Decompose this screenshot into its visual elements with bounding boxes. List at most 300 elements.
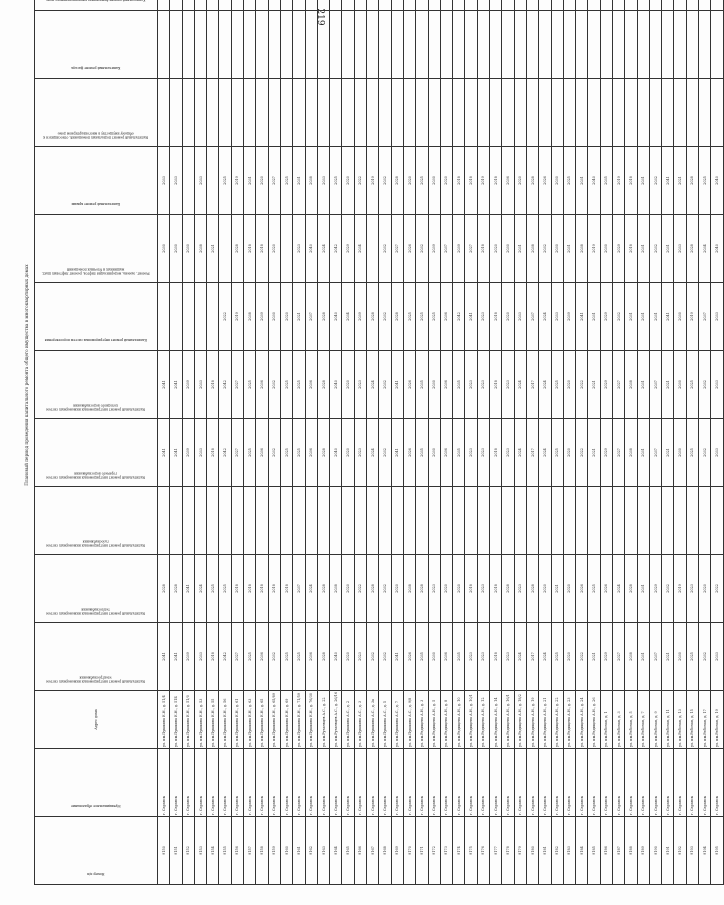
row-year-cell: 2034	[342, 282, 354, 350]
row-year-cell: 2020	[440, 554, 452, 622]
header-work-8: Капитальный ремонт подвальных помещений, относящихся к общему имуществу в многоквартирном доме	[35, 78, 158, 146]
row-year-cell: 2026	[403, 350, 415, 418]
row-municipality: г. Саранск	[231, 749, 243, 817]
row-year-cell	[170, 282, 182, 350]
row-municipality: г. Саранск	[268, 749, 280, 817]
row-year-cell	[465, 78, 477, 146]
row-year-cell: 2030	[600, 214, 612, 282]
row-year-cell	[293, 486, 305, 554]
row-year-cell	[699, 10, 711, 78]
row-municipality: г. Саранск	[256, 749, 268, 817]
row-year-cell: 2031	[637, 418, 649, 486]
rotated-page	[20, 25, 719, 885]
row-municipality: г. Саранск	[453, 749, 465, 817]
row-year-cell: 2028	[317, 554, 329, 622]
row-municipality: г. Саранск	[207, 749, 219, 817]
row-year-cell	[612, 486, 624, 554]
row-year-cell: 2037	[699, 282, 711, 350]
row-municipality: г. Саранск	[514, 749, 526, 817]
row-year-cell: 2025	[293, 418, 305, 486]
header-no: Номер п/п	[35, 817, 158, 885]
row-year-cell	[207, 10, 219, 78]
row-number: 9162	[305, 817, 317, 885]
row-year-cell: 2042	[219, 350, 231, 418]
row-number: 9151	[170, 817, 182, 885]
row-year-cell: 2030	[674, 622, 686, 690]
row-year-cell: 2031	[637, 282, 649, 350]
row-year-cell	[711, 0, 723, 10]
row-year-cell: 2028	[367, 554, 379, 622]
row-year-cell: 2035	[453, 350, 465, 418]
row-number: 9169	[391, 817, 403, 885]
row-year-cell: 2020	[699, 554, 711, 622]
row-municipality: г. Саранск	[280, 749, 292, 817]
row-year-cell: 2024	[539, 622, 551, 690]
row-year-cell: 2032	[699, 622, 711, 690]
row-year-cell	[182, 0, 194, 10]
row-year-cell: 2025	[280, 418, 292, 486]
row-year-cell: 2030	[674, 418, 686, 486]
table-row	[686, 0, 698, 885]
row-year-cell: 2019	[612, 146, 624, 214]
row-year-cell	[674, 10, 686, 78]
row-year-cell: 2030	[170, 214, 182, 282]
row-year-cell: 2030	[428, 146, 440, 214]
row-year-cell	[367, 78, 379, 146]
row-address: ул. им.Пушкина А.С., д. 7	[391, 690, 403, 748]
row-year-cell: 2041	[158, 350, 170, 418]
row-year-cell	[403, 0, 415, 10]
row-year-cell	[317, 10, 329, 78]
row-year-cell	[379, 0, 391, 10]
row-year-cell: 2018	[465, 146, 477, 214]
row-year-cell	[576, 10, 588, 78]
row-year-cell: 2028	[502, 554, 514, 622]
row-year-cell: 2040	[711, 146, 723, 214]
row-year-cell: 2020	[342, 418, 354, 486]
row-year-cell: 2020	[514, 146, 526, 214]
row-year-cell: 2025	[207, 554, 219, 622]
row-year-cell	[330, 486, 342, 554]
row-year-cell	[416, 0, 428, 10]
header-work-7: Капитальный ремонт крыши	[35, 146, 158, 214]
row-municipality: г. Саранск	[158, 749, 170, 817]
row-year-cell: 2031	[625, 282, 637, 350]
row-year-cell	[588, 10, 600, 78]
row-year-cell: 2032	[649, 146, 661, 214]
table-row	[280, 0, 292, 885]
row-number: 9171	[416, 817, 428, 885]
row-year-cell: 2038	[244, 282, 256, 350]
row-year-cell: 2027	[465, 214, 477, 282]
row-year-cell: 2037	[293, 554, 305, 622]
row-year-cell	[649, 78, 661, 146]
row-year-cell	[268, 0, 280, 10]
row-year-cell: 2031	[637, 214, 649, 282]
row-year-cell: 2022	[576, 350, 588, 418]
row-year-cell	[440, 486, 452, 554]
table-row	[465, 0, 477, 885]
row-address: ул. им.Пушкина Е.Н., д. 65/89	[268, 690, 280, 748]
row-year-cell	[379, 78, 391, 146]
row-year-cell: 2022	[576, 622, 588, 690]
row-number: 9166	[354, 817, 366, 885]
row-year-cell	[342, 10, 354, 78]
row-address: ул. им.Радищева А.Н., д. 21	[539, 690, 551, 748]
row-number: 9181	[539, 817, 551, 885]
row-year-cell: 2031	[563, 214, 575, 282]
row-year-cell: 2032	[416, 214, 428, 282]
row-year-cell: 2018	[490, 622, 502, 690]
row-year-cell	[342, 78, 354, 146]
row-municipality: г. Саранск	[600, 749, 612, 817]
row-year-cell: 2037	[526, 282, 538, 350]
row-year-cell	[576, 486, 588, 554]
row-year-cell: 2033	[194, 622, 206, 690]
row-year-cell: 2033	[194, 146, 206, 214]
row-year-cell	[342, 0, 354, 10]
row-year-cell	[244, 78, 256, 146]
row-number: 9154	[207, 817, 219, 885]
row-year-cell	[207, 0, 219, 10]
row-number: 9179	[514, 817, 526, 885]
row-year-cell: 2028	[317, 350, 329, 418]
row-year-cell	[416, 486, 428, 554]
row-year-cell	[465, 10, 477, 78]
row-number: 9167	[367, 817, 379, 885]
table-row	[330, 0, 342, 885]
row-year-cell	[465, 486, 477, 554]
row-year-cell: 2036	[440, 418, 452, 486]
row-year-cell: 2030	[674, 350, 686, 418]
row-year-cell: 2033	[158, 146, 170, 214]
row-municipality: г. Саранск	[637, 749, 649, 817]
row-year-cell	[465, 0, 477, 10]
table-row	[268, 0, 280, 885]
row-year-cell: 2025	[428, 282, 440, 350]
row-address: ул. им.Радищева А.Н., д. 19	[526, 690, 538, 748]
row-municipality: г. Саранск	[563, 749, 575, 817]
row-municipality: г. Саранск	[317, 749, 329, 817]
row-year-cell: 2032	[379, 282, 391, 350]
row-year-cell: 2025	[686, 622, 698, 690]
row-year-cell	[477, 78, 489, 146]
table-row	[539, 0, 551, 885]
row-year-cell	[416, 78, 428, 146]
row-year-cell	[403, 486, 415, 554]
row-year-cell: 2025	[416, 146, 428, 214]
row-year-cell: 2030	[674, 282, 686, 350]
row-year-cell: 2023	[428, 554, 440, 622]
row-year-cell: 2025	[403, 282, 415, 350]
row-year-cell: 2030	[268, 282, 280, 350]
row-year-cell	[649, 0, 661, 10]
row-year-cell	[379, 486, 391, 554]
table-row	[219, 0, 231, 885]
row-year-cell	[477, 0, 489, 10]
row-year-cell: 2019	[588, 214, 600, 282]
row-year-cell: 2027	[231, 418, 243, 486]
row-year-cell: 2036	[305, 350, 317, 418]
row-year-cell: 2026	[403, 418, 415, 486]
row-year-cell	[612, 78, 624, 146]
table-row	[649, 0, 661, 885]
table-row	[453, 0, 465, 885]
row-year-cell: 2035	[416, 622, 428, 690]
table-row	[158, 0, 170, 885]
row-year-cell	[182, 78, 194, 146]
row-year-cell: 2017	[526, 622, 538, 690]
row-year-cell	[170, 0, 182, 10]
row-year-cell: 2039	[563, 282, 575, 350]
row-address: ул. им.Рабочая, д. 15	[686, 690, 698, 748]
row-year-cell: 2038	[330, 554, 342, 622]
row-year-cell: 2021	[207, 214, 219, 282]
row-year-cell	[576, 78, 588, 146]
row-year-cell: 2041	[170, 418, 182, 486]
row-year-cell: 2021	[293, 282, 305, 350]
row-year-cell: 2025	[219, 146, 231, 214]
row-year-cell: 2027	[231, 350, 243, 418]
row-year-cell: 2024	[612, 554, 624, 622]
row-year-cell: 2032	[699, 350, 711, 418]
header-work-3: Капитальный ремонт внутридомовых инженерных систем горячего водоснабжения	[35, 418, 158, 486]
row-year-cell: 2023	[502, 622, 514, 690]
row-year-cell	[551, 0, 563, 10]
row-number: 9194	[699, 817, 711, 885]
row-year-cell	[539, 10, 551, 78]
row-address: ул. им.Рабочая, д. 13	[674, 690, 686, 748]
row-year-cell: 2029	[600, 622, 612, 690]
row-year-cell: 2018	[244, 214, 256, 282]
row-address: ул. им.Радищева А.Н., д. 24	[576, 690, 588, 748]
row-year-cell: 2038	[194, 214, 206, 282]
row-year-cell: 2020	[563, 350, 575, 418]
page-number: 219	[315, 8, 325, 26]
table-row	[551, 0, 563, 885]
row-year-cell	[194, 10, 206, 78]
row-year-cell: 2041	[158, 622, 170, 690]
row-year-cell	[391, 0, 403, 10]
table-row	[305, 0, 317, 885]
row-year-cell: 2034	[354, 214, 366, 282]
row-municipality: г. Саранск	[330, 749, 342, 817]
header-work-5: Капитальный ремонт внутридомовых систем водоотведения	[35, 282, 158, 350]
row-year-cell: 2032	[379, 554, 391, 622]
row-year-cell	[600, 10, 612, 78]
row-number: 9180	[526, 817, 538, 885]
row-year-cell: 2037	[649, 418, 661, 486]
table-row	[612, 0, 624, 885]
row-year-cell: 2035	[453, 418, 465, 486]
row-year-cell	[170, 486, 182, 554]
row-number: 9163	[317, 817, 329, 885]
row-year-cell: 2036	[305, 418, 317, 486]
row-year-cell	[231, 0, 243, 10]
row-year-cell: 2030	[502, 214, 514, 282]
row-year-cell: 2038	[625, 418, 637, 486]
row-municipality: г. Саранск	[293, 749, 305, 817]
row-year-cell: 2038	[526, 214, 538, 282]
row-year-cell: 2033	[514, 282, 526, 350]
row-year-cell	[354, 0, 366, 10]
row-year-cell: 2027	[231, 622, 243, 690]
row-address: ул. им.Рабочая, д. 5	[625, 690, 637, 748]
row-address: ул. им.Рабочая, д. 3	[612, 690, 624, 748]
row-year-cell	[686, 10, 698, 78]
row-year-cell: 2038	[625, 622, 637, 690]
row-year-cell	[637, 10, 649, 78]
row-year-cell	[305, 0, 317, 10]
table-row	[207, 0, 219, 885]
row-address: ул. им.Пушкина Е.Н., д. 51/4	[158, 690, 170, 748]
row-year-cell	[231, 486, 243, 554]
row-year-cell: 2028	[170, 554, 182, 622]
row-number: 9173	[440, 817, 452, 885]
table-row	[231, 0, 243, 885]
row-number: 9188	[625, 817, 637, 885]
row-number: 9182	[551, 817, 563, 885]
row-year-cell: 2018	[256, 554, 268, 622]
row-year-cell: 2033	[194, 418, 206, 486]
row-year-cell	[551, 78, 563, 146]
row-year-cell: 2035	[453, 622, 465, 690]
table-row	[367, 0, 379, 885]
row-year-cell	[231, 10, 243, 78]
row-year-cell: 2017	[526, 418, 538, 486]
row-year-cell	[354, 10, 366, 78]
row-year-cell: 2023	[354, 418, 366, 486]
row-year-cell: 2036	[256, 418, 268, 486]
row-number: 9191	[662, 817, 674, 885]
row-year-cell	[428, 78, 440, 146]
row-year-cell: 2028	[317, 282, 329, 350]
row-year-cell: 2033	[711, 282, 723, 350]
row-address: ул. им.Рабочая, д. 1	[600, 690, 612, 748]
row-year-cell: 2020	[342, 350, 354, 418]
repair-schedule-table	[34, 0, 724, 885]
row-year-cell: 2039	[354, 282, 366, 350]
row-year-cell: 2041	[182, 554, 194, 622]
row-year-cell	[662, 486, 674, 554]
row-year-cell: 2031	[637, 622, 649, 690]
row-municipality: г. Саранск	[219, 749, 231, 817]
row-address: ул. им.Радищева А.Н., д. 5	[428, 690, 440, 748]
row-municipality: г. Саранск	[539, 749, 551, 817]
row-year-cell	[674, 0, 686, 10]
row-year-cell	[502, 0, 514, 10]
row-address: ул. им.Рабочая, д. 11	[662, 690, 674, 748]
row-year-cell: 2023	[477, 554, 489, 622]
row-year-cell	[588, 0, 600, 10]
row-year-cell	[219, 78, 231, 146]
row-address: ул. им.Рузаевцев А.С., д. 22	[317, 690, 329, 748]
row-year-cell: 2040	[588, 146, 600, 214]
row-year-cell: 2025	[686, 418, 698, 486]
row-year-cell: 2020	[563, 622, 575, 690]
row-year-cell: 2033	[711, 418, 723, 486]
row-year-cell: 2023	[502, 418, 514, 486]
row-year-cell: 2020	[563, 554, 575, 622]
table-row	[588, 0, 600, 885]
row-year-cell: 2018	[256, 214, 268, 282]
row-year-cell: 2039	[256, 282, 268, 350]
table-row	[170, 0, 182, 885]
row-year-cell	[379, 10, 391, 78]
row-year-cell	[674, 486, 686, 554]
row-year-cell	[268, 486, 280, 554]
row-year-cell	[367, 0, 379, 10]
row-year-cell: 2025	[551, 418, 563, 486]
row-year-cell: 2027	[268, 146, 280, 214]
row-year-cell: 2027	[612, 418, 624, 486]
row-number: 9192	[674, 817, 686, 885]
row-year-cell	[563, 78, 575, 146]
row-year-cell	[354, 78, 366, 146]
row-year-cell	[317, 0, 329, 10]
row-year-cell: 2031	[293, 146, 305, 214]
table-row	[699, 0, 711, 885]
row-year-cell	[416, 10, 428, 78]
row-year-cell	[711, 10, 723, 78]
row-year-cell: 2023	[354, 622, 366, 690]
row-year-cell: 2027	[612, 622, 624, 690]
row-year-cell: 2024	[514, 350, 526, 418]
row-year-cell: 2023	[477, 622, 489, 690]
row-year-cell: 2042	[330, 214, 342, 282]
table-row	[244, 0, 256, 885]
row-municipality: г. Саранск	[244, 749, 256, 817]
row-year-cell	[576, 0, 588, 10]
header-work-1: Капитальный ремонт внутридомовых инженерных систем теплоснабжения	[35, 554, 158, 622]
row-year-cell: 2040	[305, 214, 317, 282]
row-year-cell	[699, 78, 711, 146]
row-year-cell: 2041	[662, 282, 674, 350]
row-year-cell: 2033	[711, 622, 723, 690]
row-year-cell: 2025	[551, 622, 563, 690]
row-year-cell: 2020	[490, 214, 502, 282]
row-year-cell: 2032	[612, 282, 624, 350]
row-number: 9189	[637, 817, 649, 885]
row-municipality: г. Саранск	[686, 749, 698, 817]
row-year-cell	[649, 486, 661, 554]
row-year-cell: 2018	[625, 214, 637, 282]
row-year-cell: 2023	[514, 554, 526, 622]
row-year-cell: 2023	[465, 622, 477, 690]
row-address: ул. им.Пушкина Е.Н., д. 71/59	[293, 690, 305, 748]
table-row	[256, 0, 268, 885]
table-row	[391, 0, 403, 885]
row-year-cell: 2036	[440, 282, 452, 350]
row-year-cell: 2021	[588, 418, 600, 486]
row-year-cell	[514, 78, 526, 146]
row-year-cell	[256, 10, 268, 78]
row-year-cell	[317, 78, 329, 146]
row-year-cell	[674, 78, 686, 146]
table-row	[662, 0, 674, 885]
row-year-cell: 2018	[490, 282, 502, 350]
row-year-cell	[256, 486, 268, 554]
row-year-cell	[600, 486, 612, 554]
header-work-10	[35, 0, 158, 10]
row-year-cell	[588, 78, 600, 146]
row-address: ул. им.Пушкина Е.Н., д. 55	[207, 690, 219, 748]
row-year-cell	[453, 0, 465, 10]
table-row	[502, 0, 514, 885]
row-year-cell	[207, 146, 219, 214]
row-year-cell: 2018	[231, 554, 243, 622]
row-year-cell: 2036	[440, 622, 452, 690]
